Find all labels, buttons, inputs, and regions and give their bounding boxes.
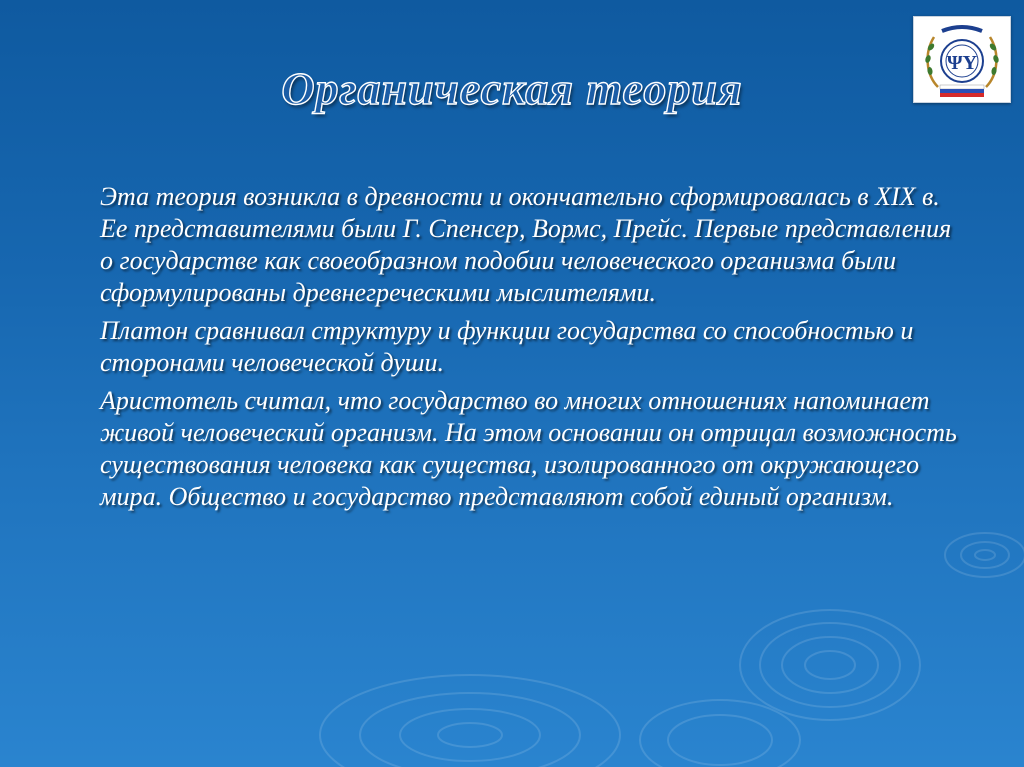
slide-body <box>100 181 970 519</box>
university-emblem-icon <box>913 16 1011 103</box>
paragraph-plato: Платон сравнивал структуру и функции государства со способностью и сторонами человеческой души. <box>100 316 914 377</box>
slide-title: Органическая теория <box>281 63 743 114</box>
paragraph-aristotle: Аристотель считал, что государство во многих отношениях напоминает живой человеческий организм. На этом основании он отрицал возможность существования человека как существа, изолированного от окружающего мира. Общество и государство представляют собой единый организм. <box>100 386 957 511</box>
paragraph-history: Эта теория возникла в древности и окончательно сформировалась в XIX в. Ее представителями были Г. Спенсер, Вормс, Прейс. Первые представления о государстве как своеобразном подобии человеческого организма были сформулированы древнегреческими мыслителями. <box>100 182 952 307</box>
svg-text:ΨΥ: ΨΥ <box>946 52 978 74</box>
